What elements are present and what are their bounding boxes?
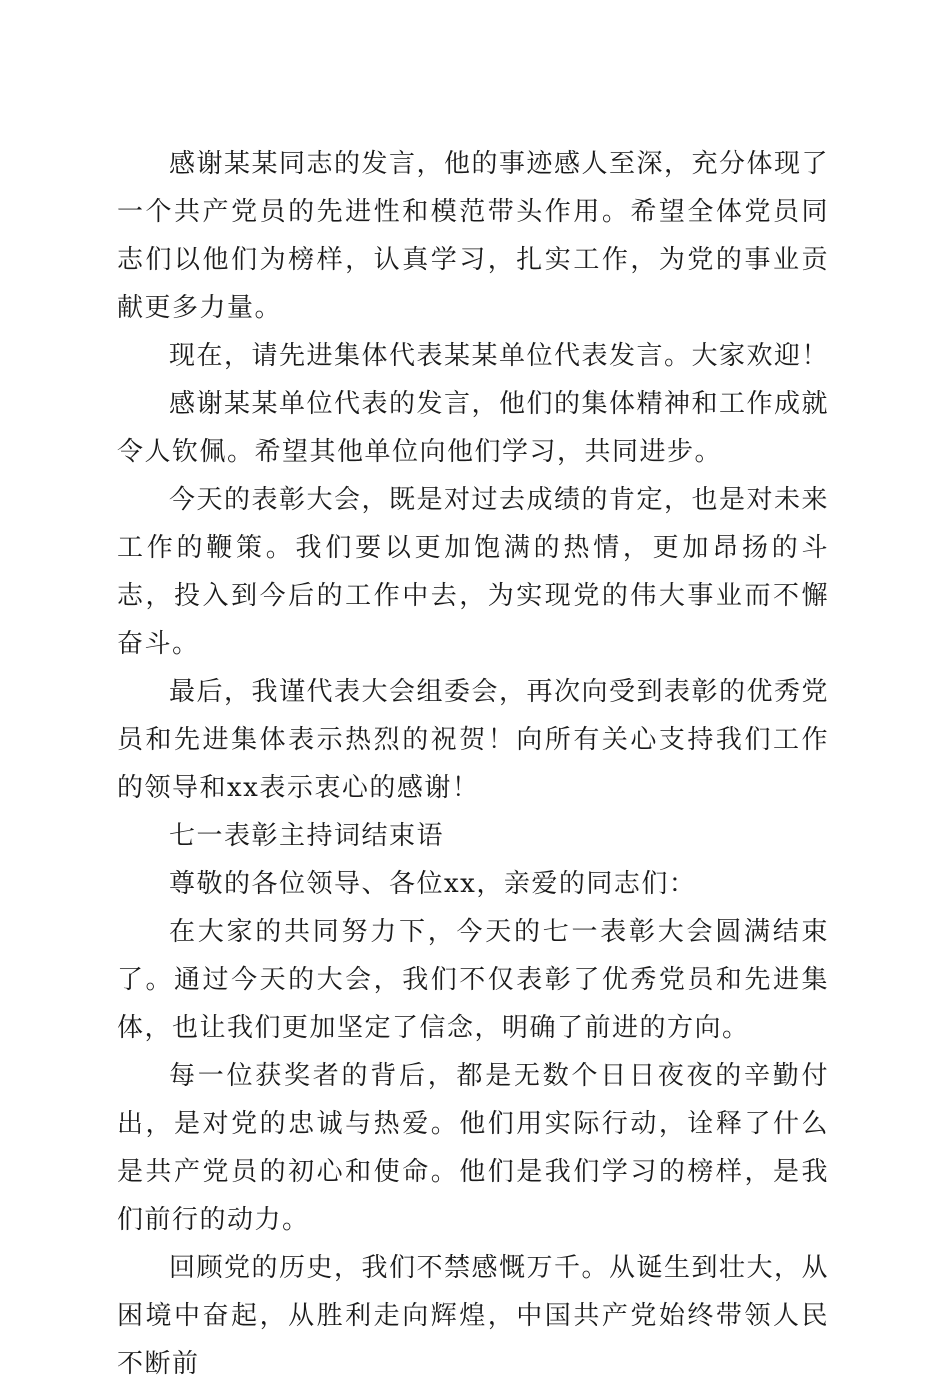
paragraph-thanks-unit: 感谢某某单位代表的发言，他们的集体精神和工作成就令人钦佩。希望其他单位向他们学习，共同进步。 [117,389,830,467]
paragraph-party-history: 回顾党的历史，我们不禁感慨万千。从诞生到壮大，从困境中奋起，从胜利走向辉煌，中国共产党始终带领人民不断前 [117,1253,830,1379]
paragraph-meeting-concluded: 在大家的共同努力下，今天的七一表彰大会圆满结束了。通过今天的大会，我们不仅表彰了优秀党员和先进集体，也让我们更加坚定了信念，明确了前进的方向。 [117,917,829,1043]
section-heading: 七一表彰主持词结束语 [169,821,445,851]
document-body [117,140,829,1388]
paragraph-thanks-comrade: 感谢某某同志的发言，他的事迹感人至深，充分体现了一个共产党员的先进性和模范带头作用。希望全体党员同志们以他们为榜样，认真学习，扎实工作，为党的事业贡献更多力量。 [117,149,830,323]
salutation: 尊敬的各位领导、各位xx，亲爱的同志们： [169,869,697,899]
paragraph-today-meeting: 今天的表彰大会，既是对过去成绩的肯定，也是对未来工作的鞭策。我们要以更加饱满的热情，更加昂扬的斗志，投入到今后的工作中去，为实现党的伟大事业而不懈奋斗。 [117,485,830,659]
paragraph-finally: 最后，我谨代表大会组委会，再次向受到表彰的优秀党员和先进集体表示热烈的祝贺！向所有关心支持我们工作的领导和xx表示衷心的感谢！ [117,677,830,803]
paragraph-awardees: 每一位获奖者的背后，都是无数个日日夜夜的辛勤付出，是对党的忠诚与热爱。他们用实际行动，诠释了什么是共产党员的初心和使命。他们是我们学习的榜样，是我们前行的动力。 [117,1061,829,1235]
paragraph-invite-unit: 现在，请先进集体代表某某单位代表发言。大家欢迎！ [169,341,830,371]
